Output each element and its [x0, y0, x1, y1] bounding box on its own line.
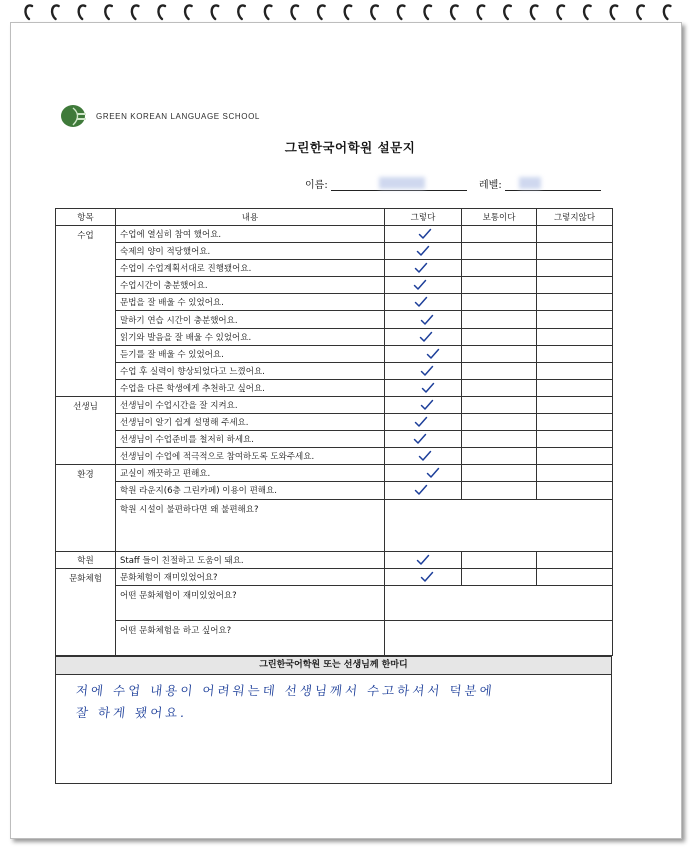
table-row: [56, 328, 613, 345]
agree-cell[interactable]: [385, 328, 462, 345]
agree-cell[interactable]: [385, 448, 462, 465]
table-row: [56, 311, 613, 328]
comment-box[interactable]: [55, 656, 612, 784]
checkmark-icon: [385, 416, 461, 428]
agree-cell[interactable]: [385, 379, 462, 396]
agree-cell[interactable]: [385, 294, 462, 311]
handwritten-comment-line-1: 저에 수업 내용이 어려워는데 선생님께서 수고하셔서 덕분에: [75, 683, 496, 698]
disagree-cell[interactable]: [537, 448, 613, 465]
agree-cell[interactable]: [385, 345, 462, 362]
table-row: [56, 482, 613, 499]
neutral-cell[interactable]: [462, 448, 537, 465]
neutral-cell[interactable]: [462, 482, 537, 499]
page-title: 그린한국어학원 설문지: [284, 140, 416, 155]
table-row: [56, 568, 613, 585]
table-row: [56, 294, 613, 311]
neutral-cell[interactable]: [462, 568, 537, 585]
agree-cell[interactable]: [385, 465, 462, 482]
table-row: [56, 379, 613, 396]
category-teacher: 선생님: [56, 396, 116, 464]
agree-cell[interactable]: [385, 311, 462, 328]
table-row: [56, 277, 613, 294]
checkmark-icon: [385, 331, 461, 343]
checkmark-icon: [385, 279, 461, 291]
table-header-row: [56, 209, 613, 226]
item-text: 선생님이 수업에 적극적으로 참여하도록 도와주세요.: [116, 448, 385, 465]
item-text: 선생님이 알기 쉽게 설명해 주세요.: [116, 414, 385, 431]
table-row: [56, 362, 613, 379]
checkmark-icon: [385, 450, 461, 462]
item-text: 문화체험이 재미있었어요?: [116, 568, 385, 585]
table-row: [56, 396, 613, 413]
school-logo: [60, 104, 260, 128]
neutral-cell[interactable]: [462, 396, 537, 413]
category-culture: 문화체험: [56, 568, 116, 655]
header-content: 내용: [116, 209, 385, 226]
answer-area[interactable]: [385, 499, 613, 551]
disagree-cell[interactable]: [537, 482, 613, 499]
level-line: [505, 179, 601, 191]
checkmark-icon: [385, 245, 461, 257]
item-text: 문법을 잘 배울 수 있었어요.: [116, 294, 385, 311]
neutral-cell[interactable]: [462, 362, 537, 379]
disagree-cell[interactable]: [537, 414, 613, 431]
item-text: 학원 라운지(6층 그린카페) 이용이 편해요.: [116, 482, 385, 499]
neutral-cell[interactable]: [462, 414, 537, 431]
table-row: [56, 243, 613, 260]
agree-cell[interactable]: [385, 568, 462, 585]
redacted-name: [379, 177, 425, 189]
item-text: 읽기와 발음을 잘 배울 수 있었어요.: [116, 328, 385, 345]
agree-cell[interactable]: [385, 551, 462, 568]
category-environment: 환경: [56, 465, 116, 551]
name-line: [331, 179, 467, 191]
table-row: [56, 414, 613, 431]
category-class: 수업: [56, 226, 116, 397]
disagree-cell[interactable]: [537, 396, 613, 413]
leaf-logo-icon: [60, 104, 90, 128]
redacted-level: [519, 177, 541, 189]
item-text: 수업시간이 충분했어요.: [116, 277, 385, 294]
checkmark-icon: [385, 399, 461, 411]
checkmark-icon: [385, 433, 461, 445]
checkmark-icon: [385, 262, 461, 274]
disagree-cell[interactable]: [537, 328, 613, 345]
item-text: 선생님이 수업준비를 철저히 하세요.: [116, 431, 385, 448]
item-text: 수업을 다른 학생에게 추천하고 싶어요.: [116, 379, 385, 396]
header-disagree: 그렇지않다: [537, 209, 613, 226]
neutral-cell[interactable]: [462, 260, 537, 277]
comment-heading: 그린한국어학원 또는 선생님께 한마디: [56, 657, 611, 675]
checkmark-icon: [385, 467, 461, 479]
table-row: [56, 226, 613, 243]
agree-cell[interactable]: [385, 260, 462, 277]
handwritten-comment-line-2: 잘 하게 됐어요.: [75, 705, 189, 720]
neutral-cell[interactable]: [462, 465, 537, 482]
table-row: [56, 260, 613, 277]
agree-cell[interactable]: [385, 277, 462, 294]
agree-cell[interactable]: [385, 226, 462, 243]
neutral-cell[interactable]: [462, 311, 537, 328]
item-text: 수업 후 실력이 향상되었다고 느꼈어요.: [116, 362, 385, 379]
disagree-cell[interactable]: [537, 294, 613, 311]
neutral-cell[interactable]: [462, 226, 537, 243]
neutral-cell[interactable]: [462, 379, 537, 396]
table-row: [56, 345, 613, 362]
disagree-cell[interactable]: [537, 260, 613, 277]
agree-cell[interactable]: [385, 396, 462, 413]
disagree-cell[interactable]: [537, 226, 613, 243]
table-row: [56, 465, 613, 482]
neutral-cell[interactable]: [462, 345, 537, 362]
item-text: 말하기 연습 시간이 충분했어요.: [116, 311, 385, 328]
item-text: 수업이 수업계획서대로 진행됐어요.: [116, 260, 385, 277]
agree-cell[interactable]: [385, 431, 462, 448]
agree-cell[interactable]: [385, 414, 462, 431]
disagree-cell[interactable]: [537, 311, 613, 328]
agree-cell[interactable]: [385, 243, 462, 260]
disagree-cell[interactable]: [537, 362, 613, 379]
checkmark-icon: [385, 554, 461, 566]
table-row: [56, 499, 613, 551]
agree-cell[interactable]: [385, 482, 462, 499]
header-category: 항목: [56, 209, 116, 226]
neutral-cell[interactable]: [462, 294, 537, 311]
item-text: Staff 들이 친절하고 도움이 돼요.: [116, 551, 385, 568]
checkmark-icon: [385, 228, 461, 240]
neutral-cell[interactable]: [462, 551, 537, 568]
spiral-binding: [0, 0, 700, 24]
category-academy: 학원: [56, 551, 116, 568]
agree-cell[interactable]: [385, 362, 462, 379]
disagree-cell[interactable]: [537, 568, 613, 585]
checkmark-icon: [385, 348, 461, 360]
answer-area[interactable]: [385, 585, 613, 620]
table-row: [56, 585, 613, 620]
table-row: [56, 448, 613, 465]
checkmark-icon: [385, 484, 461, 496]
disagree-cell[interactable]: [537, 243, 613, 260]
item-text: 선생님이 수업시간을 잘 지켜요.: [116, 396, 385, 413]
level-field: [479, 176, 601, 191]
question-text: 어떤 문화체험을 하고 싶어요?: [116, 620, 385, 655]
neutral-cell[interactable]: [462, 277, 537, 294]
table-row: [56, 431, 613, 448]
disagree-cell[interactable]: [537, 345, 613, 362]
checkmark-icon: [385, 382, 461, 394]
item-text: 교실이 깨끗하고 편해요.: [116, 465, 385, 482]
school-name: GREEN KOREAN LANGUAGE SCHOOL: [96, 111, 260, 121]
disagree-cell[interactable]: [537, 551, 613, 568]
answer-area[interactable]: [385, 620, 613, 655]
level-label: 레벨:: [479, 180, 502, 191]
item-text: 듣기를 잘 배울 수 있었어요.: [116, 345, 385, 362]
neutral-cell[interactable]: [462, 431, 537, 448]
neutral-cell[interactable]: [462, 328, 537, 345]
disagree-cell[interactable]: [537, 431, 613, 448]
checkmark-icon: [385, 571, 461, 583]
name-label: 이름:: [305, 180, 328, 191]
header-neutral: 보통이다: [462, 209, 537, 226]
question-text: 어떤 문화체험이 재미있었어요?: [116, 585, 385, 620]
header-agree: 그렇다: [385, 209, 462, 226]
name-field: [305, 176, 467, 191]
neutral-cell[interactable]: [462, 243, 537, 260]
table-row: [56, 620, 613, 655]
survey-table: [55, 208, 613, 656]
disagree-cell[interactable]: [537, 465, 613, 482]
checkmark-icon: [385, 365, 461, 377]
checkmark-icon: [385, 314, 461, 326]
question-text: 학원 시설이 불편하다면 왜 불편해요?: [116, 499, 385, 551]
item-text: 숙제의 양이 적당했어요.: [116, 243, 385, 260]
disagree-cell[interactable]: [537, 379, 613, 396]
item-text: 수업에 열심히 참여 했어요.: [116, 226, 385, 243]
disagree-cell[interactable]: [537, 277, 613, 294]
table-row: [56, 551, 613, 568]
checkmark-icon: [385, 296, 461, 308]
